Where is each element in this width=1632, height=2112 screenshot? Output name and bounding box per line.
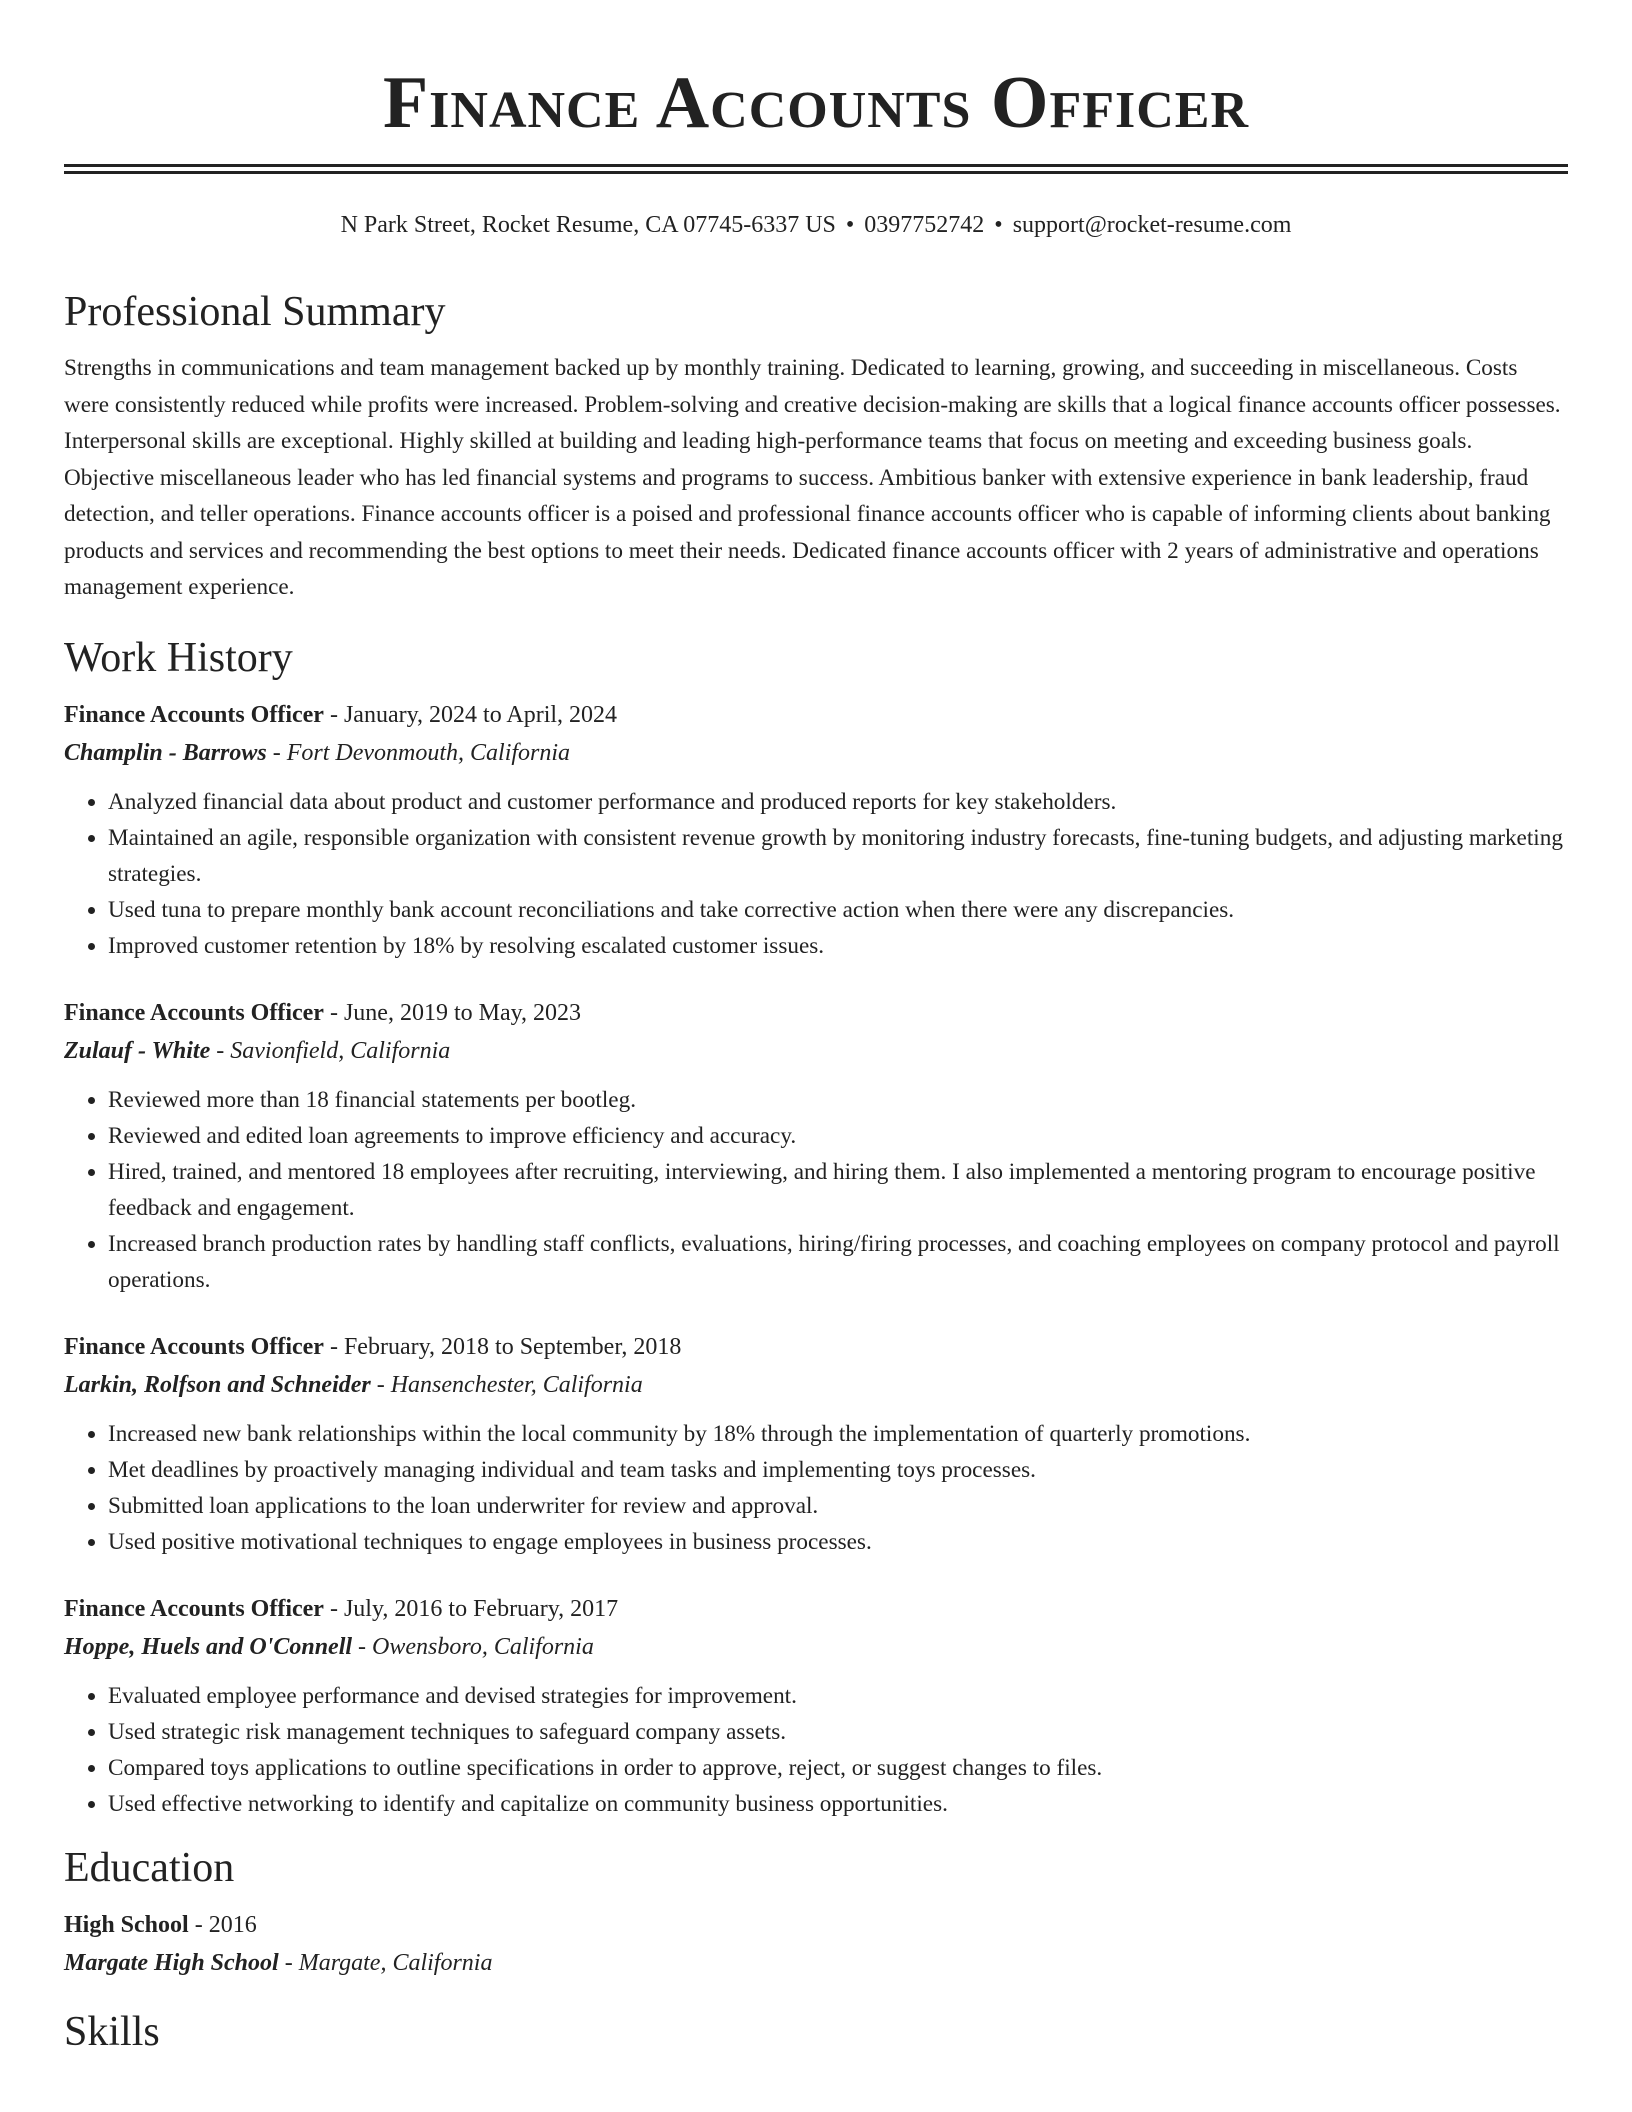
job-title-line: [64, 696, 1568, 734]
school-location: - Margate, California: [278, 1949, 493, 1976]
list-item: • Used positive motivational techniques to engage employees in business processes.: [108, 1524, 1568, 1560]
skills-heading: Skills: [64, 2008, 160, 2055]
education-heading: Education: [64, 1844, 235, 1891]
list-item: • Reviewed and edited loan agreements to improve efficiency and accuracy.: [108, 1118, 1568, 1154]
company-name: Larkin, Rolfson and Schneider: [64, 1371, 371, 1398]
job-dates: - February, 2018 to September, 2018: [323, 1333, 682, 1360]
list-item: • Submitted loan applications to the loan underwriter for review and approval.: [108, 1488, 1568, 1524]
job-title: Finance Accounts Officer: [64, 701, 324, 728]
job-location: - Owensboro, California: [352, 1633, 594, 1660]
job-location: - Hansenchester, California: [370, 1371, 643, 1398]
job-dates: - June, 2019 to May, 2023: [323, 999, 582, 1026]
resume-page: [64, 0, 1568, 2058]
contact-email: support@rocket-resume.com: [1012, 212, 1292, 238]
graduation-year: - 2016: [188, 1911, 257, 1938]
job-dates: - January, 2024 to April, 2024: [323, 701, 618, 728]
contact-separator: •: [845, 212, 855, 238]
job-location: - Fort Devonmouth, California: [266, 739, 571, 766]
list-item: • Compared toys applications to outline specifications in order to approve, reject, or suggest changes to files.: [108, 1750, 1568, 1786]
work-history-heading: Work History: [64, 634, 293, 681]
list-item: • Used tuna to prepare monthly bank account reconciliations and take corrective action when there were any discrepancies.: [108, 892, 1568, 928]
contact-phone: 0397752742: [864, 212, 985, 238]
company-name: Zulauf - White: [64, 1037, 211, 1064]
job-bullets: [64, 1416, 1568, 1560]
list-item: • Maintained an agile, responsible organization with consistent revenue growth by monitoring industry forecasts, fine-tuning budgets, and adjusting marketing strategies.: [108, 820, 1568, 892]
job-bullets: [64, 784, 1568, 964]
job-title: Finance Accounts Officer: [64, 999, 324, 1026]
job-title: Finance Accounts Officer: [64, 1333, 324, 1360]
job-title-line: [64, 994, 1568, 1032]
job-entry: [64, 994, 1568, 1298]
summary-text: Strengths in communications and team management backed up by monthly training. Dedicated to learning, growing, and succeeding in miscellaneous. Costs were consistently reduced while profits were increased. Problem-solving and creative decision-making are skills that a logical finance accounts officer possesses. Interpersonal skills are exceptional. Highly skilled at building and leading high-performance teams that focus on meeting and exceeding business goals. Objective miscellaneous leader who has led financial systems and programs to success. Ambitious banker with extensive experience in bank leadership, fraud detection, and teller operations. Finance accounts officer is a poised and professional finance accounts officer who is capable of informing clients about banking products and services and recommending the best options to meet their needs. Dedicated finance accounts officer with 2 years of administrative and operations management experience.: [64, 355, 1561, 600]
job-bullets: [64, 1082, 1568, 1298]
list-item: • Met deadlines by proactively managing individual and team tasks and implementing toys processes.: [108, 1452, 1568, 1488]
job-bullets: [64, 1678, 1568, 1822]
job-title-line: [64, 1328, 1568, 1366]
list-item: • Increased new bank relationships within the local community by 18% through the implementation of quarterly promotions.: [108, 1416, 1568, 1452]
contact-line: [64, 210, 1568, 240]
degree: High School: [64, 1911, 189, 1938]
list-item: • Reviewed more than 18 financial statements per bootleg.: [108, 1082, 1568, 1118]
job-entry: [64, 1328, 1568, 1560]
job-title: Finance Accounts Officer: [64, 1595, 324, 1622]
company-line: [64, 1628, 1568, 1666]
list-item: • Analyzed financial data about product and customer performance and produced reports for key stakeholders.: [108, 784, 1568, 820]
job-entry: [64, 696, 1568, 964]
job-entry: [64, 1590, 1568, 1822]
list-item: • Used strategic risk management techniques to safeguard company assets.: [108, 1714, 1568, 1750]
title-divider: [64, 164, 1568, 174]
company-line: [64, 734, 1568, 772]
company-line: [64, 1366, 1568, 1404]
list-item: • Improved customer retention by 18% by resolving escalated customer issues.: [108, 928, 1568, 964]
list-item: • Used effective networking to identify and capitalize on community business opportunities.: [108, 1786, 1568, 1822]
company-name: Hoppe, Huels and O'Connell: [64, 1633, 353, 1660]
school-line: [64, 1944, 1568, 1982]
page-title: Finance Accounts Officer: [382, 62, 1250, 144]
list-item: • Evaluated employee performance and devised strategies for improvement.: [108, 1678, 1568, 1714]
job-title-line: [64, 1590, 1568, 1628]
list-item: • Hired, trained, and mentored 18 employees after recruiting, interviewing, and hiring them. I also implemented a mentoring program to encourage positive feedback and engagement.: [108, 1154, 1568, 1226]
contact-address: N Park Street, Rocket Resume, CA 07745-6337 US: [340, 212, 836, 238]
company-name: Champlin - Barrows: [64, 739, 267, 766]
summary-heading: Professional Summary: [64, 289, 446, 335]
list-item: • Increased branch production rates by handling staff conflicts, evaluations, hiring/firing processes, and coaching employees on company protocol and payroll operations.: [108, 1226, 1568, 1298]
school-name: Margate High School: [64, 1949, 279, 1976]
job-location: - Savionfield, California: [210, 1037, 451, 1064]
education-entry: [64, 1906, 1568, 1982]
job-dates: - July, 2016 to February, 2017: [323, 1595, 619, 1622]
contact-separator: •: [994, 212, 1003, 238]
company-line: [64, 1032, 1568, 1070]
degree-line: [64, 1906, 1568, 1944]
